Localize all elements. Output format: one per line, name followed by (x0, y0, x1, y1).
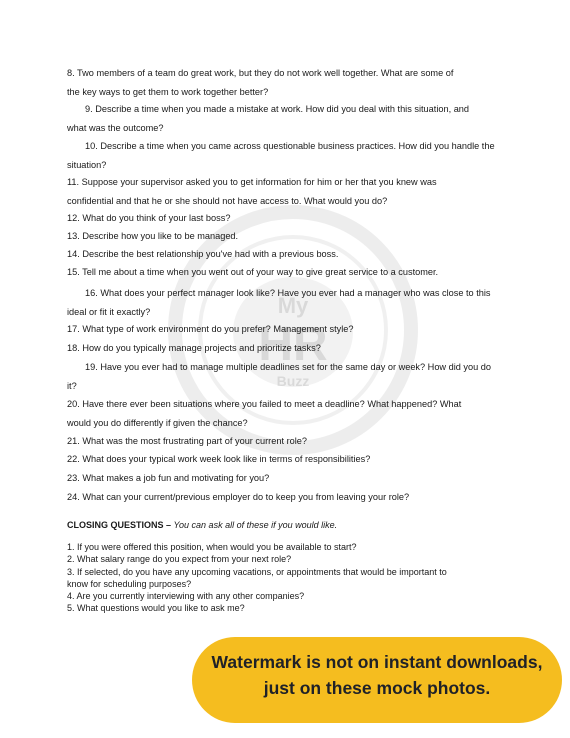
question-line: 8. Two members of a team do great work, but they do not work well together. What are some of (67, 68, 454, 78)
banner-line-1: Watermark is not on instant downloads, (211, 652, 543, 672)
question-line: 19. Have you ever had to manage multiple deadlines set for the same day or week? How did you do (85, 362, 492, 372)
question-line: 9. Describe a time when you made a mistake at work. How did you deal with this situation, and (85, 104, 470, 114)
question-8 (67, 64, 517, 101)
question-21: 21. What was the most frustrating part of your current role? (67, 436, 308, 446)
question-9 (67, 100, 517, 137)
list-item: 1. If you were offered this position, when would you be available to start? (67, 542, 357, 552)
question-17: 17. What type of work environment do you prefer? Management style? (67, 324, 354, 334)
list-item: 5. What questions would you like to ask me? (67, 603, 245, 614)
question-line: 11. Suppose your supervisor asked you to get information for him or her that you knew was (67, 177, 437, 187)
question-22: 22. What does your typical work week look like in terms of responsibilities? (67, 454, 371, 464)
list-item: know for scheduling purposes? (67, 578, 192, 589)
watermark-brand-line2: HR (258, 318, 328, 371)
question-18: 18. How do you typically manage projects and prioritize tasks? (67, 343, 321, 353)
watermark-notice-banner (192, 637, 562, 723)
question-16 (67, 284, 517, 321)
question-line: confidential and that he or she should not have access to. What would you do? (67, 195, 388, 206)
question-19 (67, 358, 517, 395)
watermark-brand-line1: My (277, 293, 309, 318)
question-12: 12. What do you think of your last boss? (67, 213, 231, 223)
list-item: 4. Are you currently interviewing with any other companies? (67, 591, 305, 602)
question-line: situation? (67, 159, 107, 170)
question-23: 23. What makes a job fun and motivating for you? (67, 473, 270, 483)
question-24: 24. What can your current/previous employer do to keep you from leaving your role? (67, 492, 410, 502)
list-item: 2. What salary range do you expect from your next role? (67, 554, 292, 565)
question-line: would you do differently if given the chance? (67, 417, 248, 428)
question-line: 20. Have there ever been situations where you failed to meet a deadline? What happened? What (67, 399, 462, 409)
watermark-brand-line3: Buzz (276, 373, 310, 389)
question-15: 15. Tell me about a time when you went out of your way to give great service to a customer. (67, 267, 439, 277)
question-14: 14. Describe the best relationship you've had with a previous boss. (67, 249, 339, 259)
question-line: 16. What does your perfect manager look like? Have you ever had a manager who was close to this (85, 288, 491, 298)
closing-heading-note: You can ask all of these if you would like. (173, 520, 338, 530)
question-line: 10. Describe a time when you came across questionable business practices. How did you handle the (85, 141, 495, 151)
question-20 (67, 395, 517, 432)
question-10 (67, 137, 517, 174)
closing-heading (67, 516, 337, 534)
question-13: 13. Describe how you like to be managed. (67, 231, 239, 241)
banner-line-2: just on these mock photos. (263, 678, 491, 698)
closing-list (67, 541, 517, 615)
question-11 (67, 173, 517, 210)
question-line: ideal or fit it exactly? (67, 306, 151, 317)
question-line: what was the outcome? (67, 122, 164, 133)
closing-heading-title: CLOSING QUESTIONS – (67, 520, 172, 530)
list-item: 3. If selected, do you have any upcoming vacations, or appointments that would be important to (67, 566, 447, 577)
question-line: it? (67, 380, 77, 391)
question-line: the key ways to get them to work together better? (67, 86, 269, 97)
